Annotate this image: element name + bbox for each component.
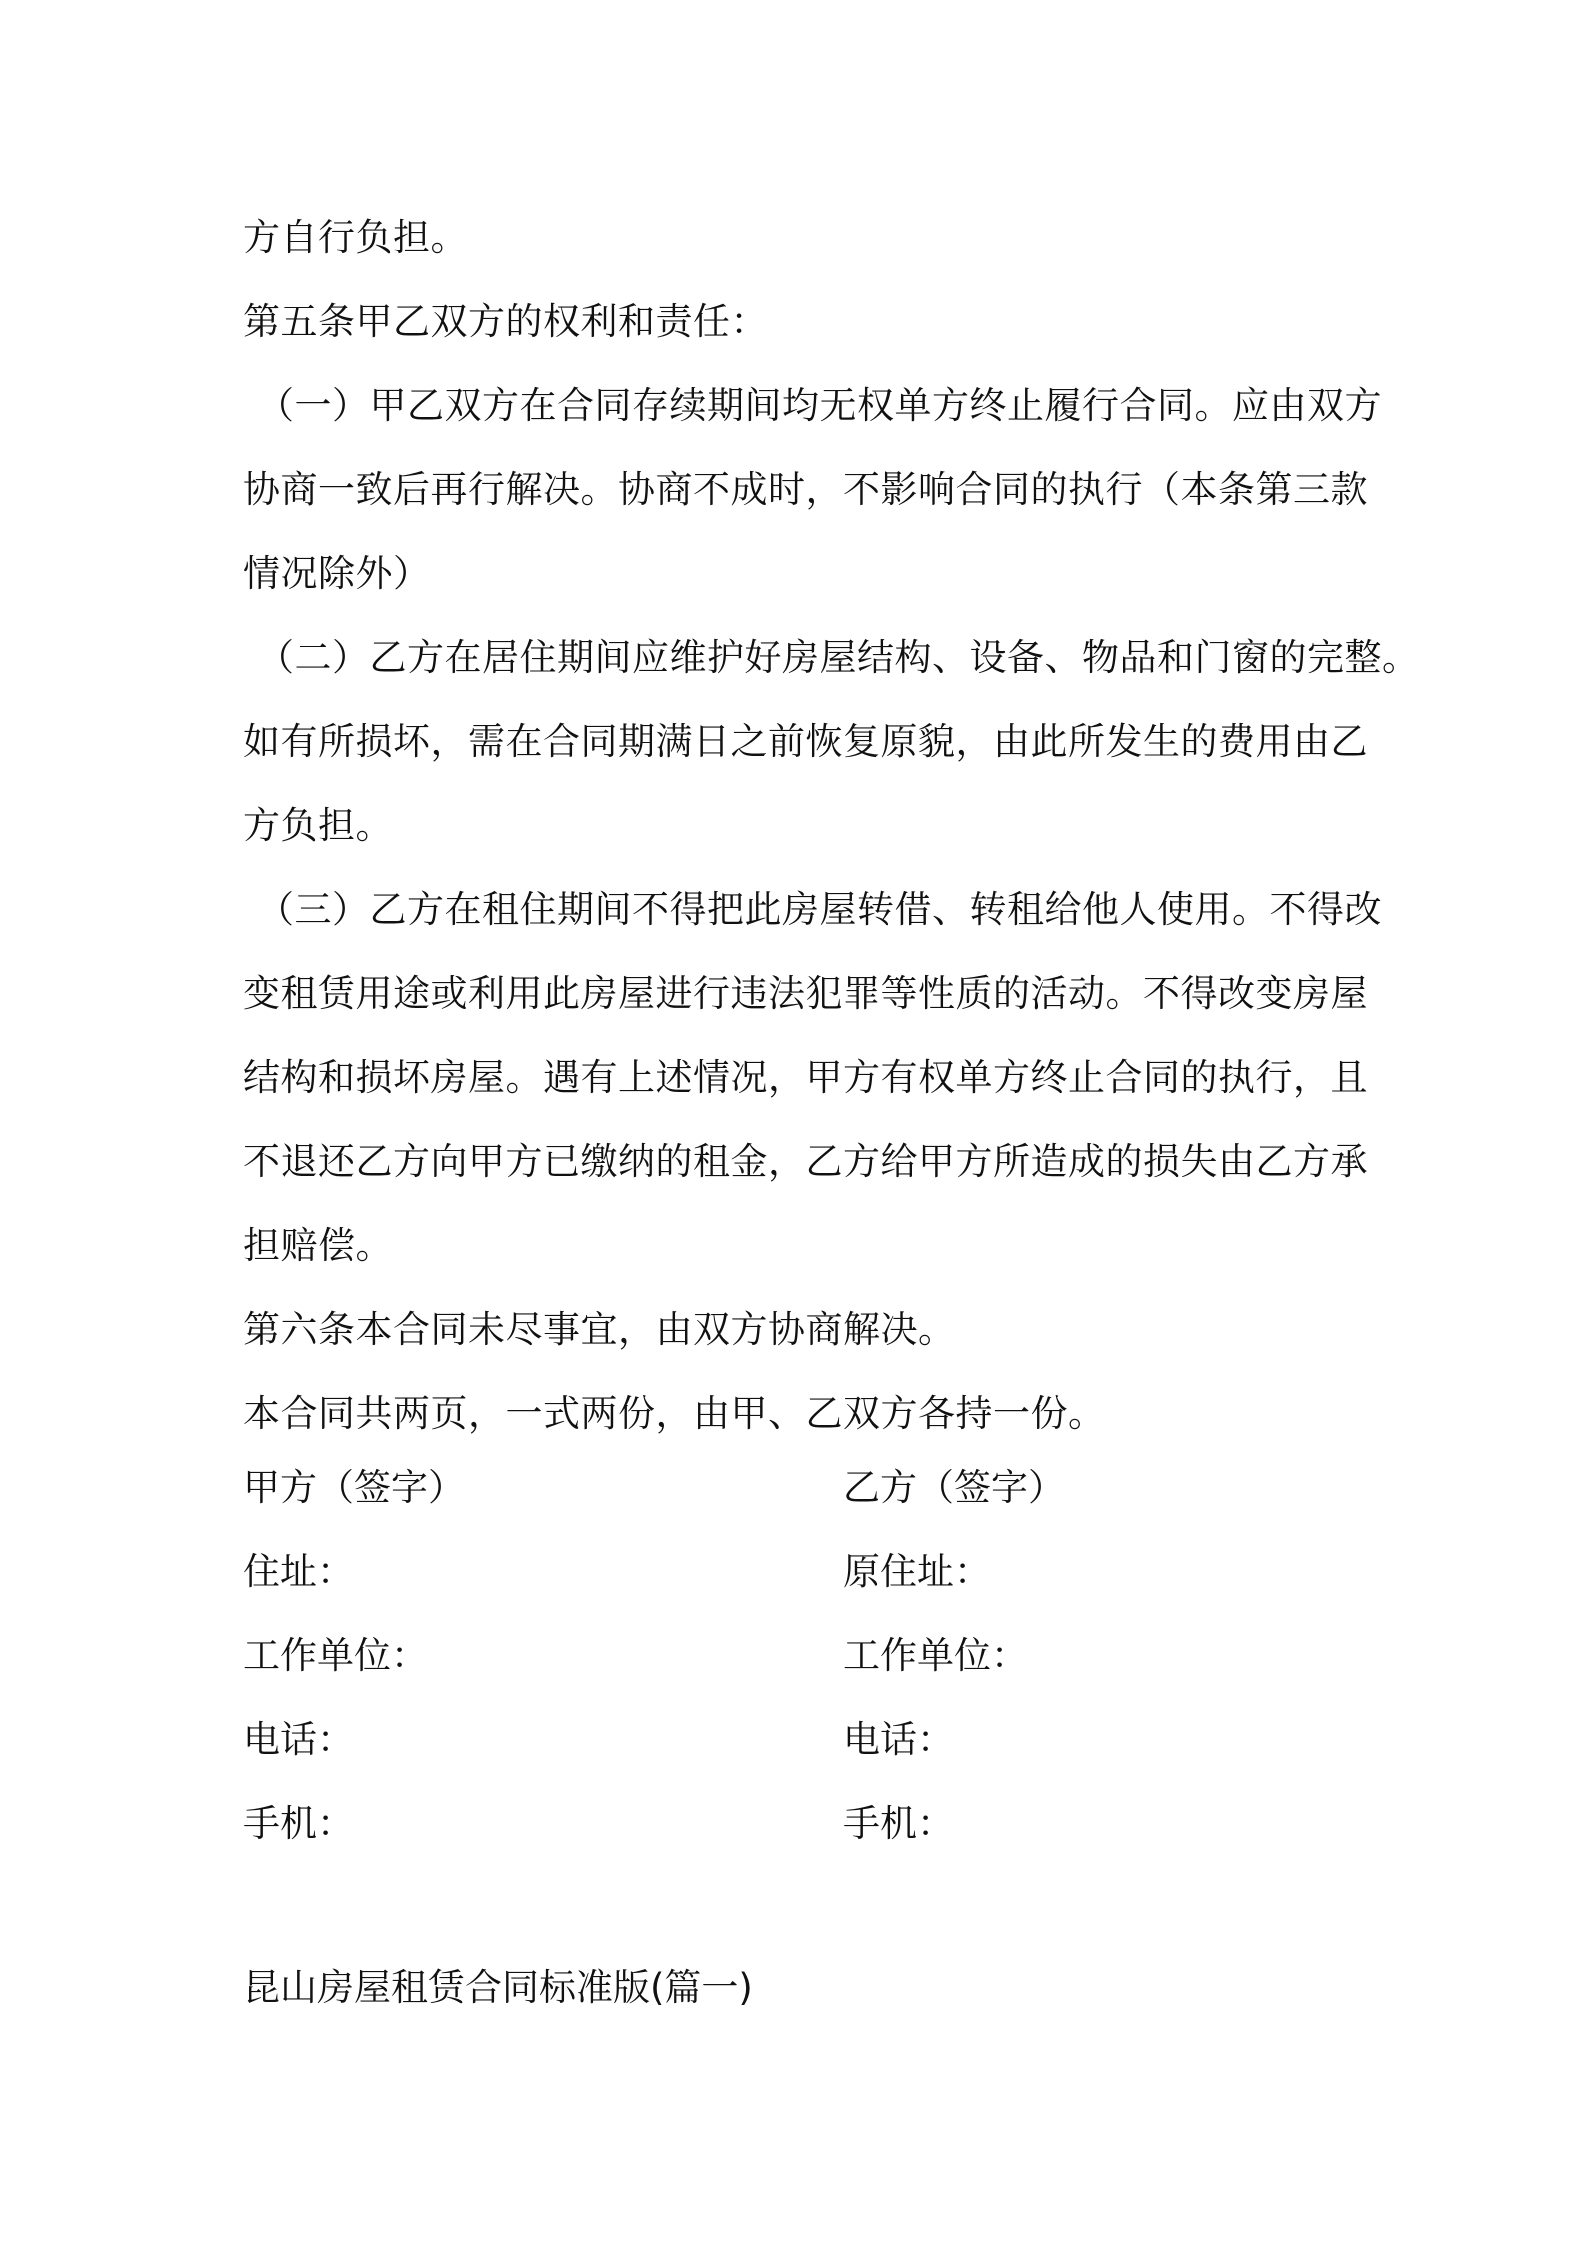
body-line: 结构和损坏房屋。遇有上述情况，甲方有权单方终止合同的执行，且 bbox=[243, 1056, 1368, 1099]
body-line: 变租赁用途或利用此房屋进行违法犯罪等性质的活动。不得改变房屋 bbox=[243, 972, 1368, 1015]
contract-body bbox=[243, 196, 1420, 1456]
body-line: 方自行负担。 bbox=[243, 216, 468, 259]
body-line: （一）甲乙双方在合同存续期间均无权单方终止履行合同。应由双方 bbox=[257, 384, 1382, 427]
signature-row bbox=[243, 1446, 1363, 1530]
body-line: 方负担。 bbox=[243, 804, 393, 847]
party-b-workplace-label: 工作单位： bbox=[843, 1634, 1028, 1677]
party-b-address-label: 原住址： bbox=[843, 1550, 991, 1593]
signature-block bbox=[243, 1446, 1363, 1866]
body-line: （三）乙方在租住期间不得把此房屋转借、转租给他人使用。不得改 bbox=[257, 888, 1382, 931]
body-line: 协商一致后再行解决。协商不成时，不影响合同的执行（本条第三款 bbox=[243, 468, 1368, 511]
body-line: 不退还乙方向甲方已缴纳的租金，乙方给甲方所造成的损失由乙方承 bbox=[243, 1140, 1368, 1183]
signature-row bbox=[243, 1530, 1363, 1614]
body-line: 情况除外） bbox=[243, 552, 431, 595]
article-six-heading: 第六条本合同未尽事宜，由双方协商解决。 bbox=[243, 1308, 956, 1351]
party-b-mobile-label: 手机： bbox=[843, 1802, 954, 1845]
party-a-address-label: 住址： bbox=[243, 1550, 354, 1593]
signature-row bbox=[243, 1782, 1363, 1866]
party-a-phone-label: 电话： bbox=[243, 1718, 354, 1761]
body-line: 如有所损坏，需在合同期满日之前恢复原貌，由此所发生的费用由乙 bbox=[243, 720, 1368, 763]
party-a-workplace-label: 工作单位： bbox=[243, 1634, 428, 1677]
party-b-phone-label: 电话： bbox=[843, 1718, 954, 1761]
party-a-mobile-label: 手机： bbox=[243, 1802, 354, 1845]
party-b-sign-label: 乙方（签字） bbox=[843, 1466, 1065, 1509]
party-a-sign-label: 甲方（签字） bbox=[243, 1466, 465, 1509]
signature-row bbox=[243, 1614, 1363, 1698]
signature-row bbox=[243, 1698, 1363, 1782]
article-five-heading: 第五条甲乙双方的权利和责任： bbox=[243, 300, 768, 343]
body-line: 担赔偿。 bbox=[243, 1224, 393, 1267]
body-line: （二）乙方在居住期间应维护好房屋结构、设备、物品和门窗的完整。 bbox=[257, 636, 1420, 679]
next-section-title: 昆山房屋租赁合同标准版(篇一) bbox=[243, 1966, 753, 2009]
copies-statement: 本合同共两页，一式两份，由甲、乙双方各持一份。 bbox=[243, 1392, 1106, 1435]
